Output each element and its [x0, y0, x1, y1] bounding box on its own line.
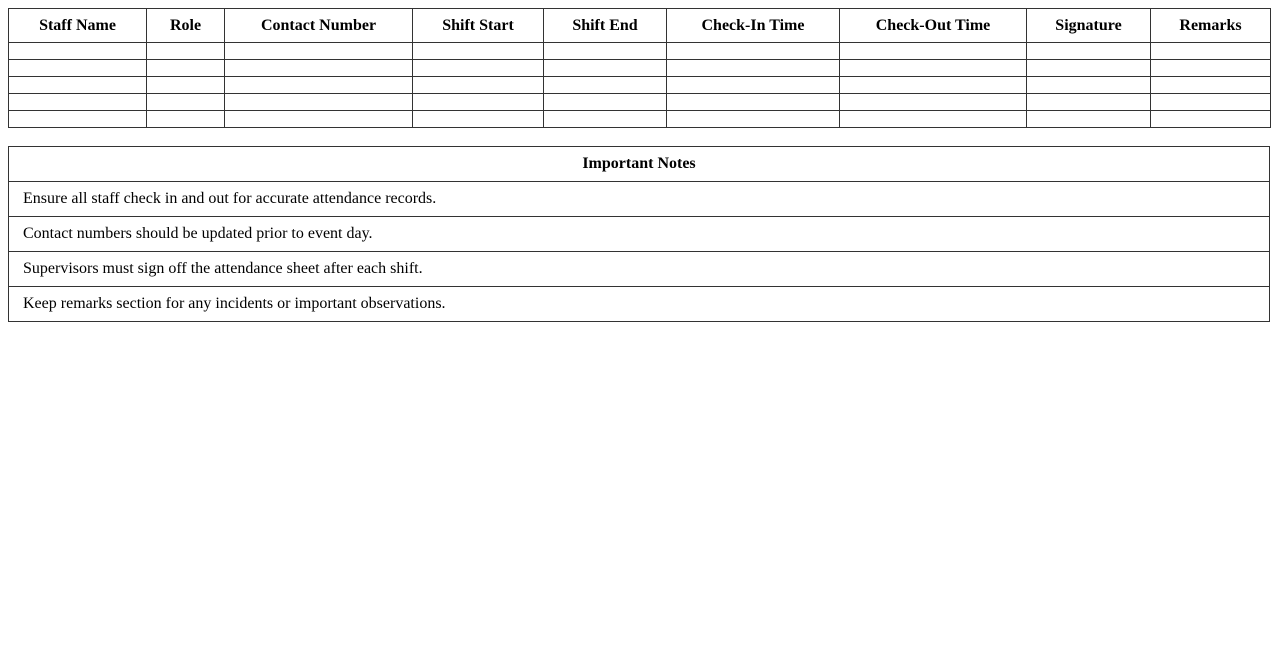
table-row	[9, 94, 1271, 111]
cell-check-in-time[interactable]	[667, 77, 840, 94]
cell-remarks[interactable]	[1151, 94, 1271, 111]
cell-role[interactable]	[147, 94, 225, 111]
cell-shift-start[interactable]	[413, 77, 544, 94]
cell-shift-end[interactable]	[544, 60, 667, 77]
cell-shift-start[interactable]	[413, 60, 544, 77]
cell-check-out-time[interactable]	[840, 77, 1027, 94]
cell-signature[interactable]	[1027, 60, 1151, 77]
cell-contact-number[interactable]	[225, 77, 413, 94]
cell-staff-name[interactable]	[9, 111, 147, 128]
column-header-contact-number: Contact Number	[225, 9, 413, 43]
cell-role[interactable]	[147, 77, 225, 94]
cell-role[interactable]	[147, 111, 225, 128]
cell-staff-name[interactable]	[9, 94, 147, 111]
cell-check-out-time[interactable]	[840, 111, 1027, 128]
cell-check-in-time[interactable]	[667, 43, 840, 60]
column-header-remarks: Remarks	[1151, 9, 1271, 43]
cell-check-out-time[interactable]	[840, 43, 1027, 60]
cell-contact-number[interactable]	[225, 60, 413, 77]
cell-staff-name[interactable]	[9, 77, 147, 94]
cell-shift-start[interactable]	[413, 94, 544, 111]
attendance-sheet	[8, 8, 1270, 322]
note-row	[9, 182, 1270, 217]
column-header-check-in-time: Check-In Time	[667, 9, 840, 43]
cell-shift-end[interactable]	[544, 77, 667, 94]
column-header-check-out-time: Check-Out Time	[840, 9, 1027, 43]
column-header-shift-end: Shift End	[544, 9, 667, 43]
notes-header-row	[9, 147, 1270, 182]
cell-signature[interactable]	[1027, 77, 1151, 94]
cell-remarks[interactable]	[1151, 43, 1271, 60]
cell-role[interactable]	[147, 43, 225, 60]
cell-check-in-time[interactable]	[667, 94, 840, 111]
cell-remarks[interactable]	[1151, 77, 1271, 94]
note-row	[9, 217, 1270, 252]
cell-contact-number[interactable]	[225, 111, 413, 128]
cell-shift-end[interactable]	[544, 43, 667, 60]
column-header-shift-start: Shift Start	[413, 9, 544, 43]
table-header-row	[9, 9, 1271, 43]
cell-shift-start[interactable]	[413, 111, 544, 128]
attendance-table	[8, 8, 1271, 128]
important-notes-table	[8, 146, 1270, 322]
note-text: Supervisors must sign off the attendance sheet after each shift.	[9, 252, 1270, 287]
cell-remarks[interactable]	[1151, 60, 1271, 77]
cell-signature[interactable]	[1027, 43, 1151, 60]
cell-shift-start[interactable]	[413, 43, 544, 60]
cell-shift-end[interactable]	[544, 94, 667, 111]
note-text: Ensure all staff check in and out for accurate attendance records.	[9, 182, 1270, 217]
note-row	[9, 287, 1270, 322]
cell-signature[interactable]	[1027, 111, 1151, 128]
column-header-staff-name: Staff Name	[9, 9, 147, 43]
column-header-signature: Signature	[1027, 9, 1151, 43]
cell-staff-name[interactable]	[9, 43, 147, 60]
cell-role[interactable]	[147, 60, 225, 77]
column-header-role: Role	[147, 9, 225, 43]
note-text: Keep remarks section for any incidents or important observations.	[9, 287, 1270, 322]
cell-remarks[interactable]	[1151, 111, 1271, 128]
note-text: Contact numbers should be updated prior to event day.	[9, 217, 1270, 252]
cell-contact-number[interactable]	[225, 94, 413, 111]
cell-staff-name[interactable]	[9, 60, 147, 77]
cell-check-out-time[interactable]	[840, 60, 1027, 77]
notes-title: Important Notes	[9, 147, 1270, 182]
table-row	[9, 77, 1271, 94]
cell-check-out-time[interactable]	[840, 94, 1027, 111]
cell-contact-number[interactable]	[225, 43, 413, 60]
table-row	[9, 60, 1271, 77]
cell-shift-end[interactable]	[544, 111, 667, 128]
cell-signature[interactable]	[1027, 94, 1151, 111]
attendance-table-body	[9, 43, 1271, 128]
table-row	[9, 43, 1271, 60]
cell-check-in-time[interactable]	[667, 111, 840, 128]
cell-check-in-time[interactable]	[667, 60, 840, 77]
note-row	[9, 252, 1270, 287]
table-row	[9, 111, 1271, 128]
